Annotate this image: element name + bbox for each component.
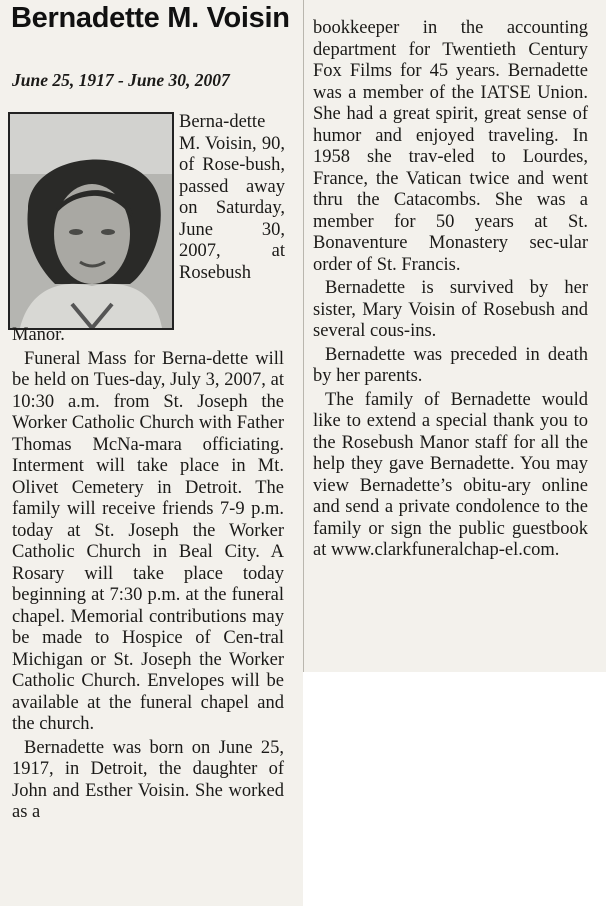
paragraph-preceded: Bernadette was preceded in death by her parents. bbox=[313, 344, 588, 386]
column-divider bbox=[303, 0, 304, 672]
paragraph-born-continued: bookkeeper in the accounting department for Twentieth Century Fox Films for 45 years. Bernadette was a member of the IATSE Union. She had a great spirit, great sense of humor and enjoyed traveling. In 1958 she trav-eled to Lourdes, France, the Vatican twice and went thru the Catacombs. She was a member for 50 years at St. Bonaventure Monastery sec-ular order of St. Francis. bbox=[313, 18, 588, 275]
paragraph-born: Bernadette was born on June 25, 1917, in Detroit, the daughter of John and Esther Voisin. She worked as a bbox=[12, 737, 284, 822]
paragraph-thanks: The family of Bernadette would like to extend a special thank you to the Rosebush Manor staff for all the help they gave Bernadette. You may view Bernadette’s obitu-ary online and send a private condolence to the family or sign the public guestbook at www.clarkfuneralchap-el.com. bbox=[313, 389, 588, 560]
intro-wrap-text: Berna-dette M. Voisin, 90, of Rose-bush, passed away on Saturday, June 30, 2007, at Rosebush bbox=[179, 112, 285, 283]
paragraph-survived: Bernadette is survived by her sister, Mary Voisin of Rosebush and several cous-ins. bbox=[313, 278, 588, 341]
paragraph-funeral: Funeral Mass for Berna-dette will be held on Tues-day, July 3, 2007, at 10:30 a.m. from St. Joseph the Worker Catholic Church with Father Thomas McNa-mara officiating. Interment will take place in Mt. Olivet Cemetery in Detroit. The family will receive friends 7-9 p.m. today at St. Joseph the Worker Catholic Church in Beal City. A Rosary will take place today beginning at 7:30 p.m. at the funeral chapel. Memorial contributions may be made to Hospice of Cen-tral Michigan or St. Joseph the Worker Catholic Church. Envelopes will be available at the funeral chapel and the church. bbox=[12, 348, 284, 734]
left-column-text bbox=[12, 325, 284, 826]
intro-continue: Manor. bbox=[12, 325, 65, 345]
portrait-photo-icon-graphic bbox=[10, 114, 172, 328]
obituary-dates: June 25, 1917 - June 30, 2007 bbox=[12, 70, 230, 90]
right-column-text bbox=[313, 18, 588, 564]
portrait-photo-icon bbox=[8, 112, 174, 330]
obituary-name: Bernadette M. Voisin bbox=[11, 2, 290, 34]
